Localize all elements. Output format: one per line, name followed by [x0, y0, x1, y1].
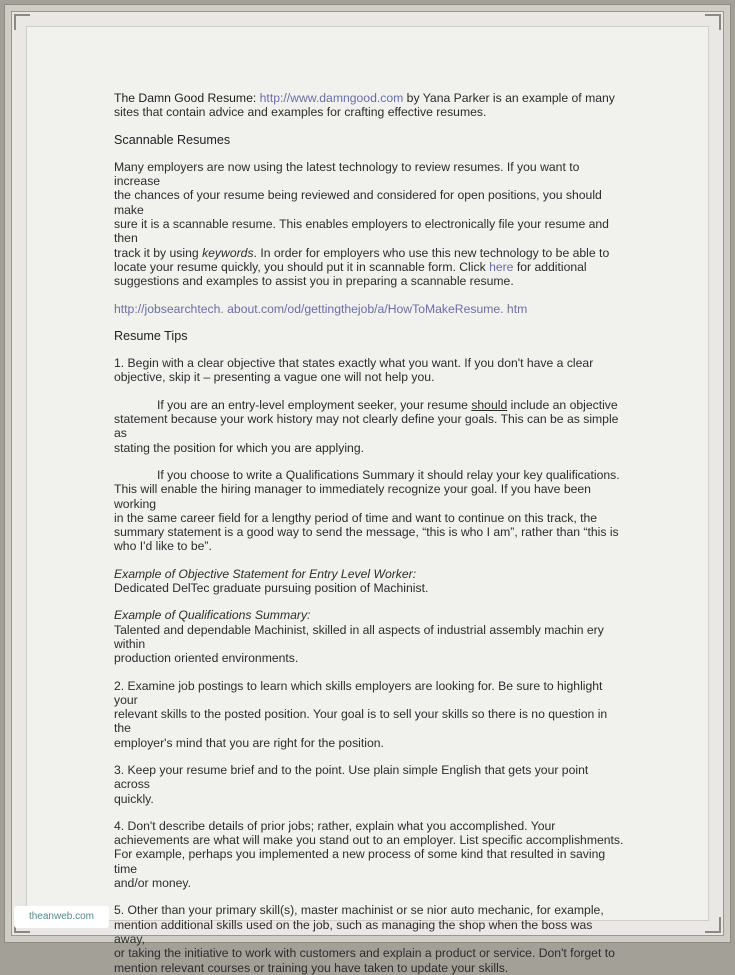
example-text: Dedicated DelTec graduate pursuing position of Machinist.	[114, 581, 429, 596]
text-line: employer's mind that you are right for the position.	[114, 735, 384, 750]
intro-paragraph	[114, 91, 626, 120]
example-label: Example of Objective Statement for Entry Level Worker:	[114, 566, 417, 581]
text-line: achievements are what will make you stand out to an employer. List specific accomplishments.	[114, 833, 624, 848]
keywords-emphasis: keywords	[202, 245, 254, 260]
text-line: 2. Examine job postings to learn which skills employers are looking for. Be sure to highlight your	[114, 678, 603, 707]
text-line: or taking the initiative to work with customers and explain a product or service. Don't forget to	[114, 946, 615, 961]
document-content	[114, 91, 626, 975]
text-line: 1. Begin with a clear objective that states exactly what you want. If you don't have a clear	[114, 356, 594, 371]
qualifications-example	[114, 608, 626, 665]
tip-2	[114, 679, 626, 750]
text-line: mention additional skills used on the job, such as managing the shop when the boss was away,	[114, 917, 593, 946]
tip-1	[114, 356, 626, 385]
watermark-label: theanweb.com	[14, 906, 109, 928]
text-line: in the same career field for a lengthy period of time and want to continue on this track, the	[114, 510, 598, 525]
text-line: mention relevant courses or training you have taken to update your skills.	[114, 960, 509, 975]
text-line: If you choose to write a Qualifications Summary it should relay your key qualifications.	[157, 467, 620, 482]
text-line: Many employers are now using the latest technology to review resumes. If you want to increase	[114, 159, 580, 189]
text-line: statement because your work history may not clearly define your goals. This can be as simple as	[114, 412, 619, 441]
qualifications-paragraph	[114, 468, 626, 554]
jobsearchtech-link-paragraph	[114, 302, 626, 316]
text-line: the chances of your resume being reviewed and considered for open positions, you should make	[114, 188, 602, 217]
text-line: include an objective	[507, 397, 618, 412]
objective-example	[114, 567, 626, 596]
example-text: Talented and dependable Machinist, skilled in all aspects of industrial assembly machin ery within	[114, 622, 604, 651]
text-line: summary statement is a good way to send the message, “this is who I am”, rather than “this is	[114, 525, 619, 540]
scannable-paragraph	[114, 160, 626, 289]
text-line: This will enable the hiring manager to immediately recognize your goal. If you have been working	[114, 482, 591, 511]
text-line: 3. Keep your resume brief and to the point. Use plain simple English that gets your point across	[114, 762, 589, 792]
intro-title: The Damn Good Resume:	[114, 91, 257, 105]
intro-line2: sites that contain advice and examples for crafting effective resumes.	[114, 105, 487, 120]
document-page	[26, 26, 709, 975]
text-line: suggestions and examples to assist you in preparing a scannable resume.	[114, 274, 514, 289]
text-line: track it by using	[114, 245, 203, 260]
should-underlined: should	[471, 397, 508, 412]
text-line: quickly.	[114, 791, 154, 806]
text-line: relevant skills to the posted position. Your goal is to sell your skills so there is no question in the	[114, 707, 608, 736]
tip-5	[114, 903, 626, 974]
tip-4	[114, 819, 626, 890]
text-line: 4. Don't describe details of prior jobs; rather, explain what you accomplished. Your	[114, 818, 556, 833]
text-line: If you are an entry-level employment seeker, your resume	[157, 397, 472, 412]
jobsearchtech-link[interactable]: http://jobsearchtech. about.com/od/gettingthejob/a/HowToMakeResume. htm	[114, 301, 528, 316]
text-line: who I'd like to be”.	[114, 539, 212, 554]
text-line: locate your resume quickly, you should put it in scannable form. Click	[114, 259, 490, 274]
text-line: 5. Other than your primary skill(s), master machinist or se nior auto mechanic, for example,	[114, 903, 604, 918]
text-line: stating the position for which you are applying.	[114, 440, 364, 455]
text-line: and/or money.	[114, 876, 192, 891]
text-line: objective, skip it – presenting a vague one will not help you.	[114, 370, 435, 385]
text-line: sure it is a scannable resume. This enables employers to electronically file your resume and then	[114, 217, 609, 246]
text-line: for additional	[513, 259, 587, 274]
tip-3	[114, 763, 626, 806]
example-label: Example of Qualifications Summary:	[114, 608, 311, 623]
text-line: . In order for employers who use this new technology to be able to	[253, 245, 610, 260]
here-link[interactable]: here	[489, 259, 514, 274]
intro-line1-rest: by Yana Parker is an example of many	[403, 91, 615, 105]
scannable-heading: Scannable Resumes	[114, 132, 231, 147]
resume-tips-heading: Resume Tips	[114, 328, 188, 343]
text-line: For example, perhaps you implemented a new process of some kind that resulted in saving time	[114, 847, 606, 876]
objective-paragraph	[114, 398, 626, 455]
damngood-link[interactable]: http://www.damngood.com	[259, 91, 404, 105]
example-text: production oriented environments.	[114, 651, 299, 666]
